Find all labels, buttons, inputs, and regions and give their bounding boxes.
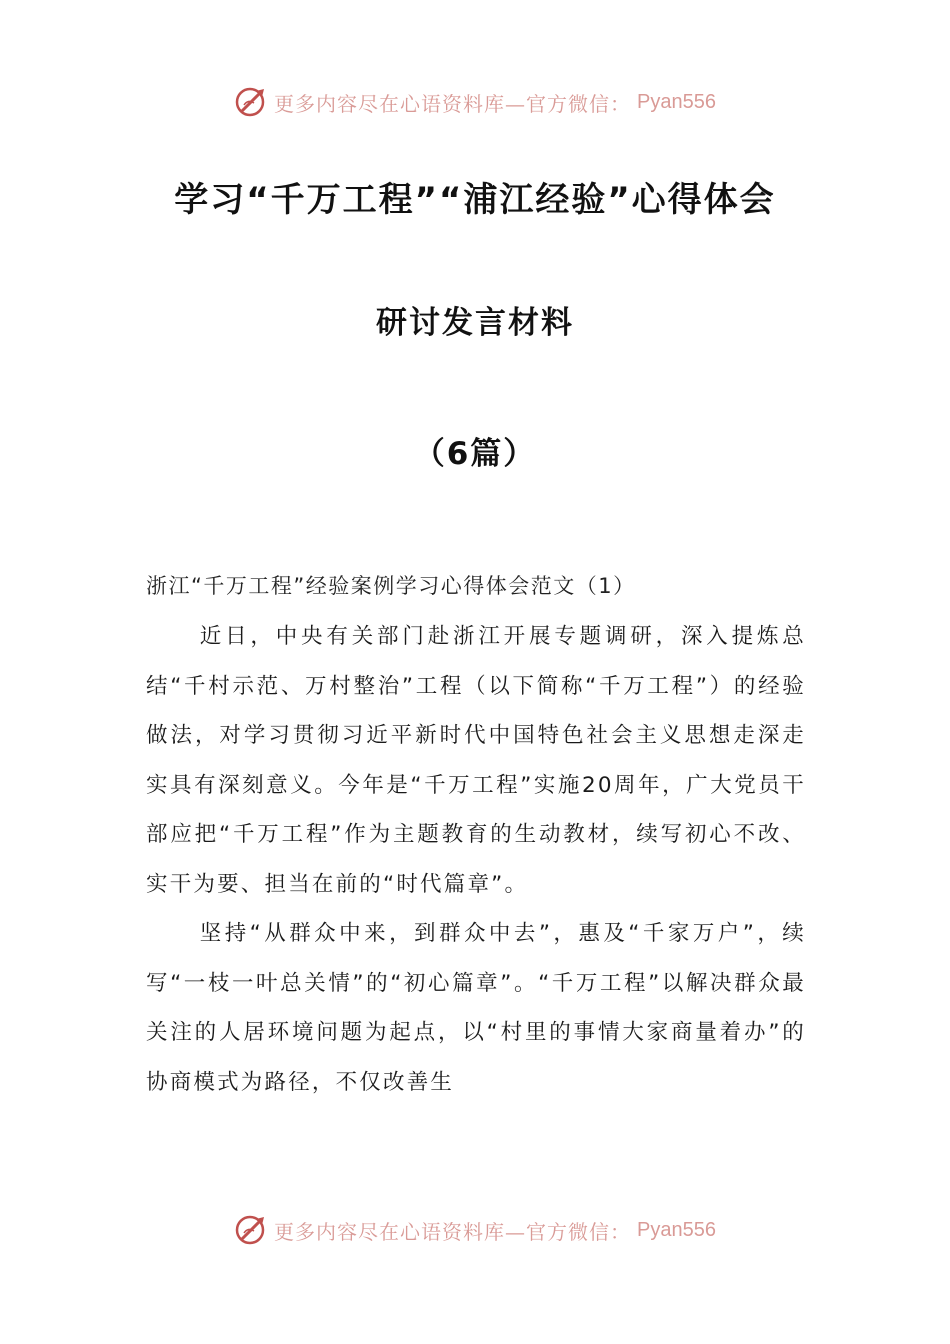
article-body	[146, 566, 806, 1107]
article-paragraph: 近日，中央有关部门赴浙江开展专题调研，深入提炼总结“千村示范、万村整治”工程（以下简称“千万工程”）的经验做法，对学习贯彻习近平新时代中国特色社会主义思想走深走实具有深刻意义。今年是“千万工程”实施20周年，广大党员干部应把“千万工程”作为主题教育的生动教材，续写初心不改、实干为要、担当在前的“时代篇章”。	[146, 624, 806, 897]
footer-watermark	[0, 1210, 950, 1250]
article-subtitle: 浙江“千万工程”经验案例学习心得体会范文（1）	[146, 574, 636, 598]
watermark-text: 更多内容尽在心语资料库—官方微信：	[274, 91, 632, 116]
watermark-wechat-id: Pyan556	[637, 90, 716, 113]
watermark-text: 更多内容尽在心语资料库—官方微信：	[274, 1219, 632, 1244]
document-title-line-2: 研讨发言材料	[376, 305, 574, 341]
document-title-count: （6篇）	[413, 436, 537, 472]
brush-logo-icon	[234, 85, 268, 119]
article-paragraph: 坚持“从群众中来，到群众中去”，惠及“千家万户”，续写“一枝一叶总关情”的“初心篇章”。“千万工程”以解决群众最关注的人居环境问题为起点，以“村里的事情大家商量着办”的协商模式为路径，不仅改善生	[146, 921, 806, 1095]
brush-logo-icon	[234, 1213, 268, 1247]
header-watermark	[0, 82, 950, 122]
document-title-line-1: 学习“千万工程”“浦江经验”心得体会	[174, 180, 776, 220]
watermark-wechat-id: Pyan556	[637, 1218, 716, 1241]
